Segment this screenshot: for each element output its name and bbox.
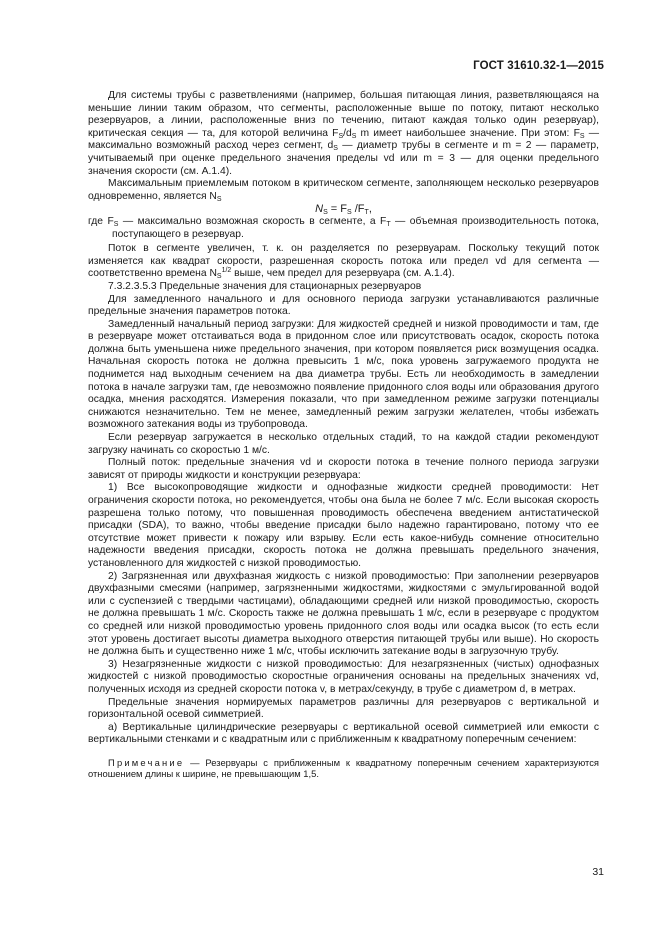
paragraph-slow-start: Замедленный начальный период загрузки: Для жидкостей средней и низкой проводимости и там, где в резервуаре может отстаиваться вода в придонном слое или присутствовать осадок, скорость потока должна быть уменьшена ниже предельного значения, при котором появляется риск возмущения осадка. Начальная скорость потока не должна превысить 1 м/с, пока уровень загружаемого продукта не поднимется над выходным сечением на два диаметра трубы. Есть ли необходимость в замедлении потока в начале загрузки там, где невозможно появление придонного слоя воды или образования другого осадка, мнения расходятся. Измерения показали, что при замедленном режиме загрузки потенциалы снижаются незначительно. Тем не менее, замедленный режим загрузки желателен, чтобы избежать возможного затекания воды из трубопровода. [88,318,599,431]
list-item-1: 1) Все высокопроводящие жидкости и однофазные жидкости средней проводимости: Нет ограничения скорости потока, но рекомендуется, чтобы она была не более 7 м/с. Если высокая скорость разрешена только потому, что повышенная проводимость обеспечена введением антистатической присадки (SDA), то важно, чтобы введение присадки было надежно гарантировано, потому что ее отсутствие может привести к пожару или взрыву. Если есть какое-нибудь сомнение относительно надежности введения присадки, скорость потока не должна превышать предельного значения, установленного для жидкостей с низкой проводимостью. [88,482,599,569]
paragraph-where: где $F_S$ — максимально возможная скорость в сегменте, а $F_T$ — объемная производительность потока, поступающего в резервуар. [88,215,599,240]
paragraph-branched-pipe: Для системы трубы с разветвлениями (например, большая питающая линия, разветвляющаяся на меньшие линии таким образом, что сегменты, расположенные выше по потоку, питают несколько резервуаров, а линии, расположенные вниз по течению, питают каждая только один резервуар), критическая секция — та, для которой величина $F_S/d_S$ m имеет наибольшее значение. При этом: $F_S$ — максимально возможный расход через сегмент, $d_S$ — диаметр трубы в сегменте и m = 2 — параметр, учитываемый при оценке предельного значения пределы vd или m = 3 — для оценки предельного значения скорости (см. А.1.4). [88,90,600,177]
list-item-3: 3) Незагрязненные жидкости с низкой проводимостью: Для незагрязненных (чистых) однофазных жидкостей с низкой проводимостью скоростные ограничения основаны на предельных значениях vd, полученных исходя из средней скорости потока v, в метрах/секунду, в трубе с диаметром d, в метрах. [88,658,599,695]
list-item-2: 2) Загрязненная или двухфазная жидкость с низкой проводимостью: При заполнении резервуаров двухфазными смесями (например, загрязненными жидкостями, жидкостями с эмульгированной водой или с суспензией с твердыми частицами), обладающими средней или низкой проводимостью, скорость не должна превышать 1 м/с. Скорость также не должна превышать 1 м/с, если в резервуаре с продуктом со средней или низкой проводимостью уровень придонного слоя воды или осадка высок (то есть если этот уровень достигает высоты диаметра выходного отверстия питающей трубы или выше). Но скорость не должна быть и существенно ниже 1 м/с, чтобы исключить затекание воды в загрузочную трубу. [88,570,599,658]
formula: $N_S = F_S$ $/F_T$, [315,203,372,217]
body-text [88,90,599,780]
note: Примечание — Резервуары с приближенным к квадратному поперечным сечением характеризуются отношением длины к ширине, не превышающим 1,5. [88,756,599,780]
paragraph-full-flow: Полный поток: предельные значения vd и скорости потока в течение полного периода загрузки зависят от природы жидкости и конструкции резервуара: [88,457,599,481]
paragraph-stages: Если резервуар загружается в несколько отдельных стадий, то на каждой стадии рекомендуют загрузку начинать со скоростью 1 м/с. [88,432,599,456]
paragraph-symmetry: Предельные значения нормируемых параметров различны для резервуаров с вертикальной и горизонтальной осевой симметрией. [88,696,599,721]
paragraph-periods: Для замедленного начального и для основного периода загрузки устанавливаются различные предельные значения параметров потока. [88,293,599,318]
standard-designation: ГОСТ 31610.32-1—2015 [473,60,604,72]
page-number: 31 [592,866,604,878]
note-label: Примечание [108,756,185,768]
section-heading: 7.3.2.3.5.3 Предельные значения для стационарных резервуаров [108,280,422,292]
paragraph-vertical-tanks: а) Вертикальные цилиндрические резервуары с вертикальной осевой симметрией или емкости с вертикальными стенками и с квадратным или с приближенным к квадратному поперечным сечением: [88,721,599,746]
paragraph-segment-flow: Поток в сегменте увеличен, т. к. он разделяется по резервуарам. Поскольку текущий поток изменяется как квадрат скорости, разрешенная скорость потока или предел vd для сегмента — соответственно времена $N_S^{1/2}$ выше, чем предел для резервуара (см. А.1.4). [88,243,599,281]
paragraph-max-flow: Максимальным приемлемым потоком в критическом сегменте, заполняющем несколько резервуаров одновременно, является $N_S$ [88,178,599,203]
